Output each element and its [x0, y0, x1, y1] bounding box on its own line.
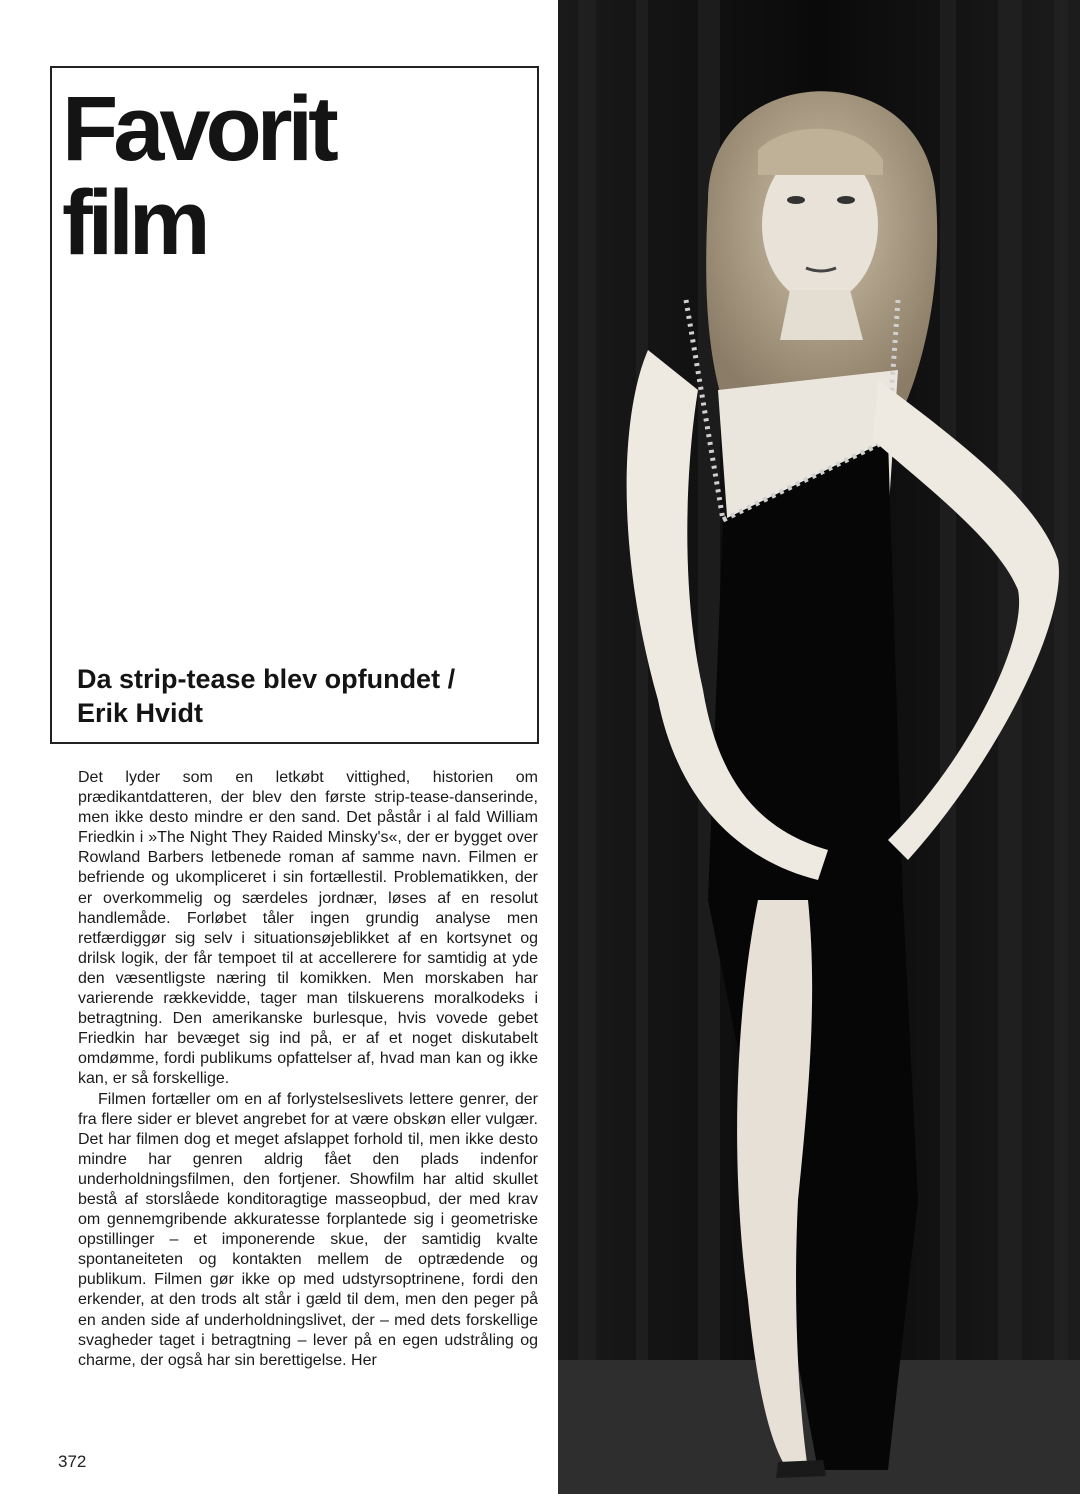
paragraph-1: Det lyder som en letkøbt vittighed, historien om prædikantdatteren, der blev den første strip-tease-danserinde, men ikke desto mindre er den sand. Det påstår i al fald William Friedkin i »The Night They Raided Minsky's«, der er bygget over Rowland Barbers letbenede roman af samme navn. Filmen er befriende og ukompliceret i sin fortællestil. Problematikken, der er overkommelig og særdeles jordnær, løses af en resolut handlemåde. Forløbet tåler ingen grundig analyse men retfærdiggør sig selv i situationsøjeblikket af en kortsynet og drilsk logik, der får tempoet til at accellerere for samtidig at yde den væsentligste næring til komikken. Men morskaben har varierende rækkevidde, tager man tilskuerens moralkodeks i betragtning. Den amerikanske burlesque, hvis vovede gebet Friedkin har bevæget sig ind på, er af et noget diskutabelt omdømme, fordi publikums opfattelser af, hvad man kan og ikke kan, er så forskellige. — [78, 769, 538, 1088]
subtitle-line-1: Da strip-tease blev opfundet / — [77, 664, 456, 694]
title-line-1: Favorit — [62, 78, 334, 180]
page-title — [62, 78, 334, 274]
title-line-2: film — [62, 172, 206, 274]
paragraph-2: Filmen fortæller om en af forlystelseslivets lettere genrer, der fra flere sider er blevet angrebet for at være obskøn eller vulgær. Det har filmen dog et meget afslappet forhold til, men ikke desto mindre har genren aldrig fået den plads indenfor underholdningsfilmen, den fortjener. Showfilm har altid skullet bestå af storslåede konditoragtige masseopbud, der med krav om gennemgribende akkuratesse forplantede sig i geometriske opstillinger – et imponerende skue, der samtidig kvalte spontaneiteten og kontakten mellem de optrædende og publikum. Filmen gør ikke op med udstyrsoptrinene, fordi den erkender, at den trods alt står i gæld til dem, men den peger på en anden side af underholdningslivet, der – med dets forskellige svagheder taget i betragtning – lever på en egen udstråling og charme, der også har sin berettigelse. Her — [78, 1090, 538, 1369]
author-name: Erik Hvidt — [77, 698, 204, 728]
article-photo — [558, 0, 1080, 1494]
woman-on-stage-image — [558, 0, 1080, 1494]
article-body — [78, 768, 538, 1371]
title-box — [50, 66, 539, 744]
article-subtitle — [77, 662, 455, 730]
page-number: 372 — [58, 1452, 87, 1471]
